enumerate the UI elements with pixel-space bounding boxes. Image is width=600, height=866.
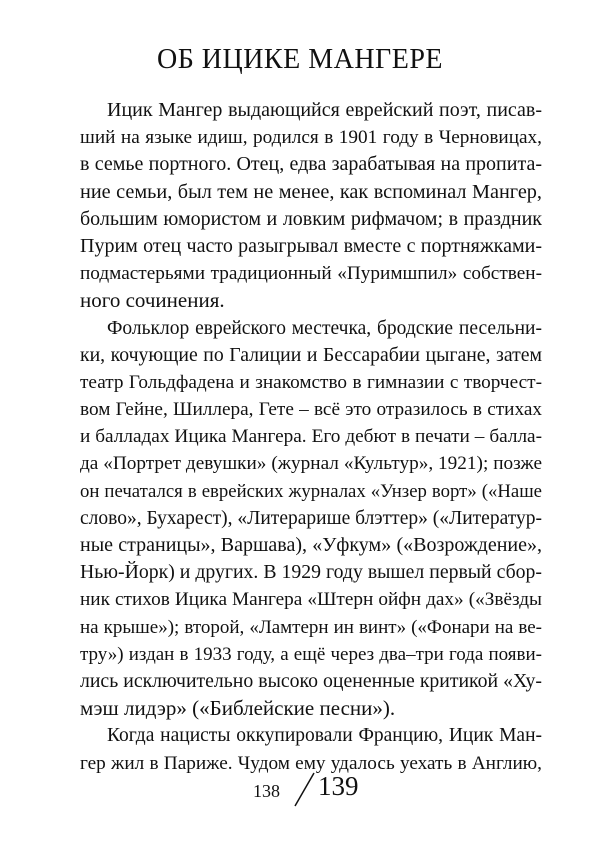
text-line: слово», Бухарест), «Литерарише блэттер» («Литератур-	[80, 507, 542, 529]
text-line: и балладах Ицика Мангера. Его дебют в печати – балла-	[80, 426, 542, 448]
text-line: вом Гейне, Шиллера, Гете – всё это отразилось в стихах	[80, 399, 542, 421]
chapter-title: ОБ ИЦИКЕ МАНГЕРЕ	[156, 44, 444, 75]
text-line: ние семьи, был тем не менее, как вспоминал Мангер,	[80, 180, 542, 203]
text-line: Когда нацисты оккупировали Францию, Ицик Ман-	[107, 725, 542, 747]
text-line: гер жил в Париже. Чудом ему удалось уехать в Англию,	[80, 752, 542, 774]
text-line: да «Портрет девушки» (журнал «Культур», 1921); позже	[80, 453, 542, 475]
text-line: подмастерьями традиционный «Пуримшпил» собствен-	[80, 263, 542, 285]
text-line: Нью-Йорк) и других. В 1929 году вышел первый сбор-	[80, 561, 542, 584]
text-line: ший на языке идиш, родился в 1901 году в Черновицах,	[80, 127, 542, 149]
text-line: лись исключительно высоко оцененные критикой «Ху-	[80, 669, 542, 692]
body-text	[80, 97, 542, 777]
page-number-divider	[291, 770, 317, 810]
text-line: театр Гольдфадена и знакомство в гимназии с творчест-	[80, 371, 542, 393]
text-line: Ицик Мангер выдающийся еврейский поэт, писав-	[107, 99, 542, 121]
text-line: ные страницы», Варшава), «Уфкум» («Возрождение»,	[80, 534, 542, 556]
text-line: ки, кочующие по Галиции и Бессарабии цыгане, затем	[80, 343, 542, 366]
page-number-left: 138	[253, 781, 280, 801]
text-line: ник стихов Ицика Мангера «Штерн ойфн дах» («Звёзды	[80, 589, 542, 611]
text-line: большим юмористом и ловким рифмачом; в праздник	[80, 207, 542, 230]
text-line: мэш лидэр» («Библейские песни»).	[80, 696, 396, 721]
text-line: тру») издан в 1933 году, а ещё через два–три года появи-	[80, 643, 542, 665]
text-line: он печатался в еврейских журналах «Унзер ворт» («Наше	[80, 480, 542, 502]
text-line: Пурим отец часто разыгрывал вместе с портняжками-	[80, 234, 542, 257]
page-footer	[0, 770, 600, 810]
text-line: в семье портного. Отец, едва зарабатывая на пропита-	[80, 153, 542, 176]
text-line: на крыше»); второй, «Ламтерн ин винт» («Фонари на ве-	[80, 616, 542, 638]
text-line: ного сочинения.	[80, 288, 225, 313]
text-line: Фольклор еврейского местечка, бродские песельни-	[107, 317, 542, 339]
page-number-right: 139	[318, 771, 359, 801]
